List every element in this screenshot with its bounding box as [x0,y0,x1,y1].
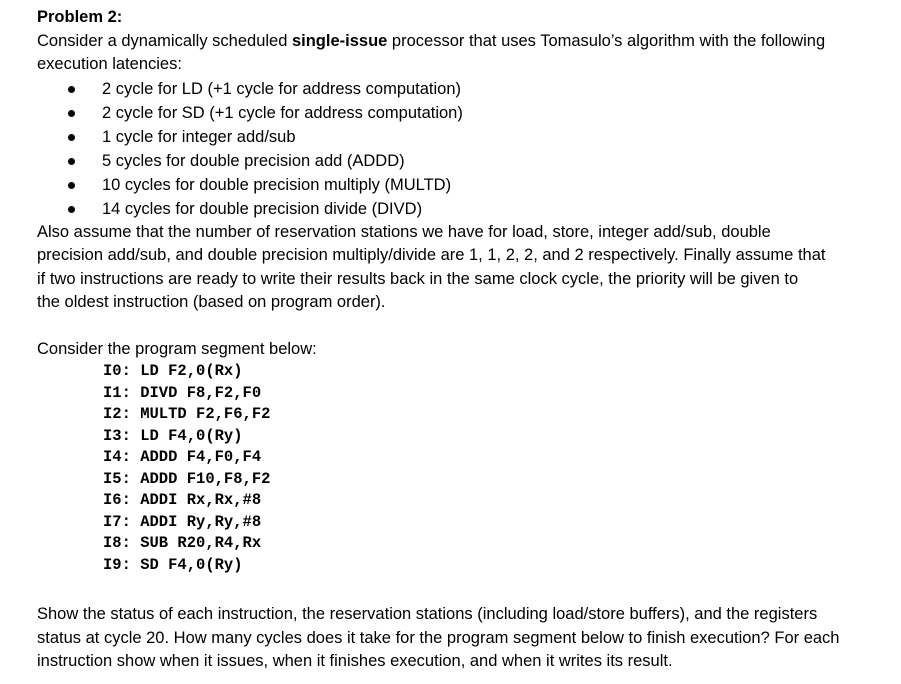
latency-text: 2 cycle for LD (+1 cycle for address computation) [102,79,462,98]
program-line: I8: SUB R20,R4,Rx [103,534,262,552]
latency-item [37,125,887,149]
assumption-line: Also assume that the number of reservation stations we have for load, store, integer add/sub, double [37,222,771,241]
question-line: instruction show when it issues, when it finishes execution, and when it writes its result. [37,652,673,670]
bullet-icon [68,86,75,93]
assumption-line: the oldest instruction (based on program order). [37,293,386,311]
intro-text-pre: Consider a dynamically scheduled [37,31,292,50]
spacer [37,576,887,603]
bullet-icon [68,110,75,117]
program-line: I5: ADDD F10,F8,F2 [103,469,271,488]
bullet-icon [68,182,75,189]
latency-item [37,101,887,125]
question-line: status at cycle 20. How many cycles does it take for the program segment below to finish execution? For each [37,628,840,647]
assumption-line: if two instructions are ready to write their results back in the same clock cycle, the priority will be given to [37,269,799,288]
intro-text-bold: single-issue [291,31,388,50]
latency-item [37,197,887,221]
latency-text: 14 cycles for double precision divide (DIVD) [102,199,423,218]
bullet-icon [68,206,75,213]
program-line: I4: ADDD F4,F0,F4 [103,448,262,466]
intro-line-1 [37,30,887,54]
problem-document [37,6,887,674]
bullet-icon [68,158,75,165]
program-line: I9: SD F4,0(Ry) [103,555,243,574]
bullet-icon [68,134,75,141]
program-line: I3: LD F4,0(Ry) [103,426,243,445]
program-line: I0: LD F2,0(Rx) [103,362,243,380]
latency-item [37,149,887,173]
program-line: I2: MULTD F2,F6,F2 [103,405,271,423]
spacer [37,315,887,338]
intro-text-post: processor that uses Tomasulo’s algorithm with the following [387,31,826,50]
question-paragraph [37,603,887,674]
latency-item [37,77,887,101]
program-listing [37,361,887,576]
latency-text: 5 cycles for double precision add (ADDD) [102,151,405,170]
assumption-paragraph [37,221,887,315]
latency-text: 1 cycle for integer add/sub [102,127,296,146]
problem-title: Problem 2: [37,8,123,26]
program-line: I1: DIVD F8,F2,F0 [103,383,262,402]
segment-label: Consider the program segment below: [37,339,317,358]
program-line: I7: ADDI Ry,Ry,#8 [103,512,262,531]
question-line: Show the status of each instruction, the reservation stations (including load/store buffers), and the registers [37,605,818,623]
intro-line-2: execution latencies: [37,55,182,73]
latency-text: 2 cycle for SD (+1 cycle for address computation) [102,103,463,122]
assumption-line: precision add/sub, and double precision multiply/divide are 1, 1, 2, 2, and 2 respectively. Finally assume that [37,246,826,264]
program-line: I6: ADDI Rx,Rx,#8 [103,491,262,509]
latency-list [37,77,887,221]
latency-text: 10 cycles for double precision multiply (MULTD) [102,175,452,194]
latency-item [37,173,887,197]
